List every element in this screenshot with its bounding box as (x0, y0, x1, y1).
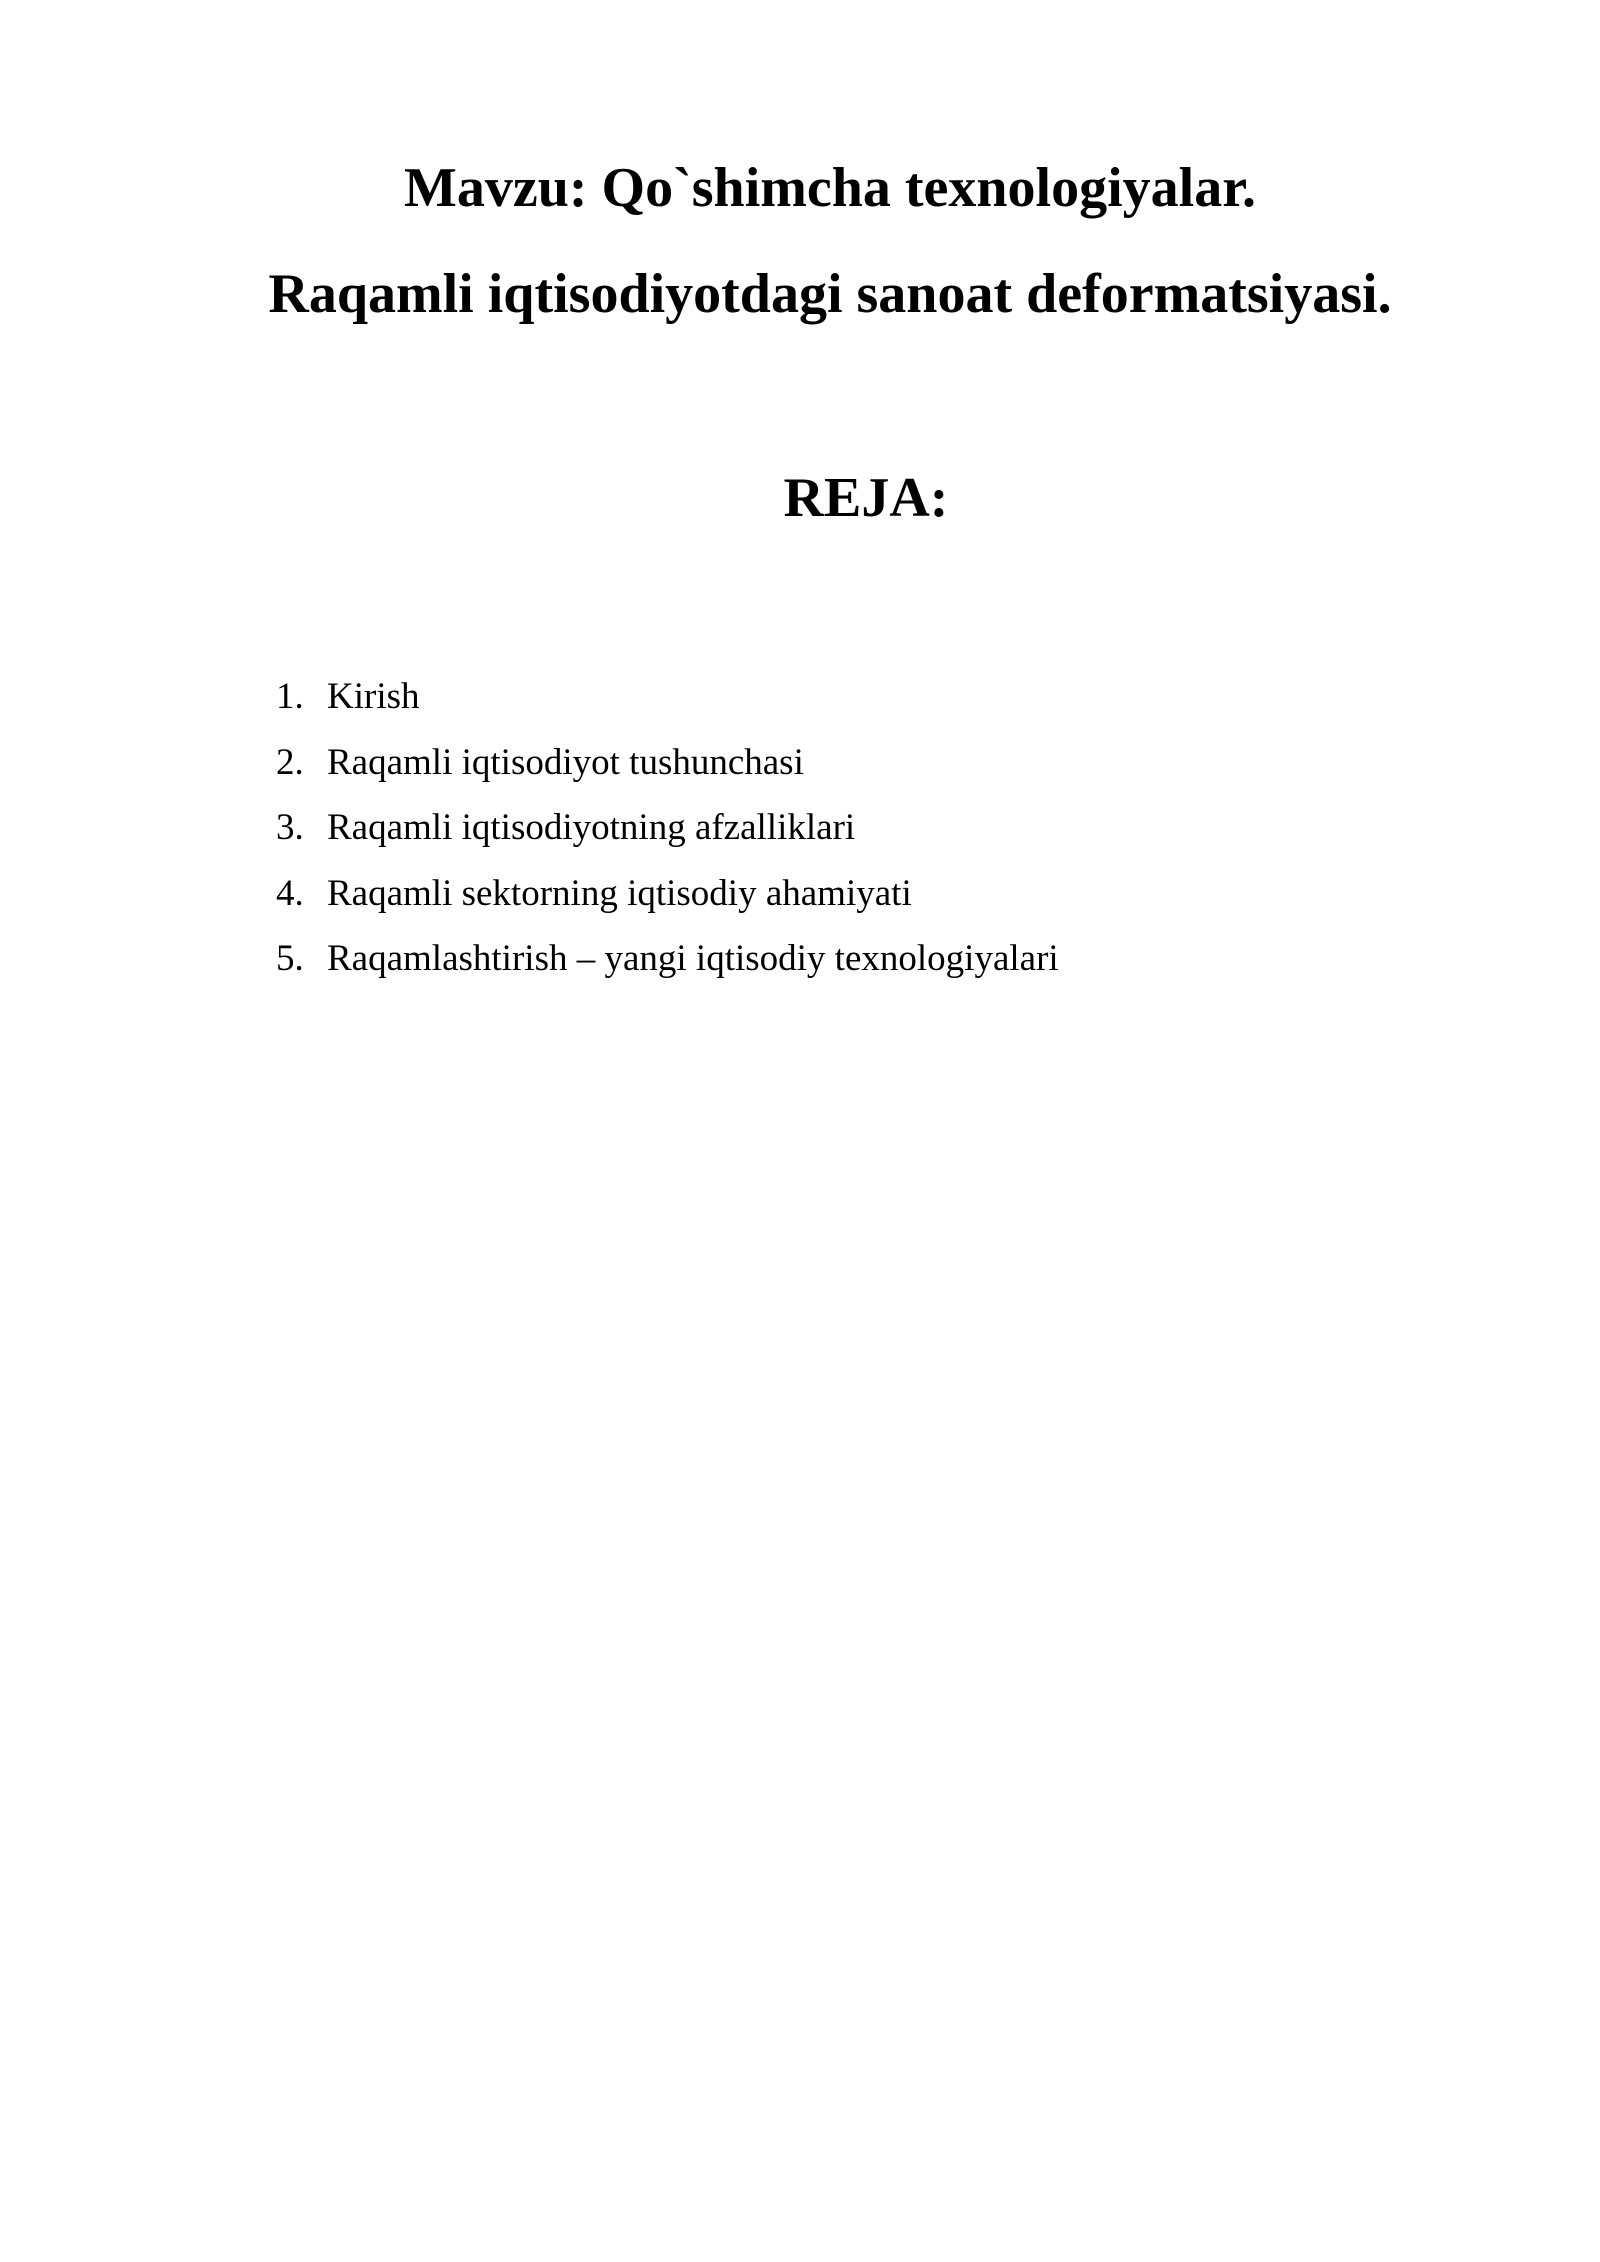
plan-item-4 (276, 861, 1059, 927)
plan-item-2 (276, 730, 1059, 796)
plan-item-number: 5. (276, 938, 304, 979)
plan-item-text: Raqamlashtirish – yangi iqtisodiy texnologiyalari (327, 938, 1059, 979)
plan-item-text: Raqamli iqtisodiyotning afzalliklari (327, 807, 856, 848)
plan-item-number: 3. (276, 807, 304, 848)
title-line-2: Raqamli iqtisodiyotdagi sanoat deformatsiyasi. (268, 263, 1392, 325)
plan-list (276, 664, 1059, 992)
plan-item-number: 2. (276, 741, 304, 783)
plan-item-5 (276, 926, 1059, 992)
plan-item-number: 1. (276, 676, 304, 717)
plan-item-text: Kirish (327, 676, 420, 717)
plan-item-text: Raqamli iqtisodiyot tushunchasi (327, 741, 804, 783)
plan-heading: REJA: (783, 467, 949, 529)
title-line-1: Mavzu: Qo`shimcha texnologiyalar. (404, 157, 1256, 219)
plan-item-1 (276, 664, 1059, 730)
plan-item-3 (276, 795, 1059, 861)
plan-item-text: Raqamli sektorning iqtisodiy ahamiyati (327, 872, 912, 914)
plan-item-number: 4. (276, 872, 304, 914)
